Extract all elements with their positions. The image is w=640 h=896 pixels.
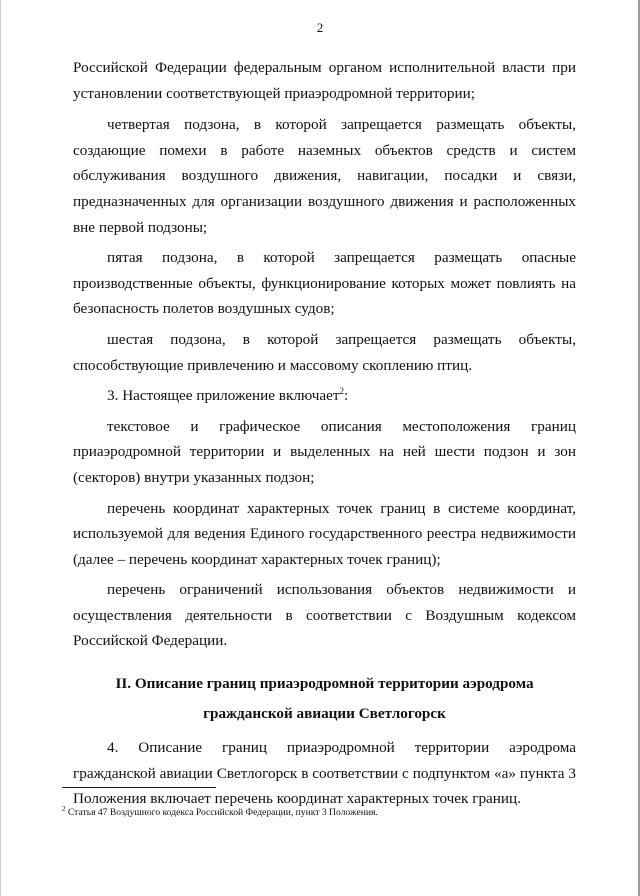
paragraph-coordinates-list: перечень координат характерных точек границ в системе координат, используемой для ведения Единого государственного реестра недвижимости (далее – перечень координат характерных точек границ); xyxy=(73,499,576,568)
paragraph-item-4: 4. Описание границ приаэродромной территории аэродрома гражданской авиации Светлогорск в соответствии с подпунктом «а» пункта 3 Положения включает перечень координат характерных точек границ. xyxy=(73,739,576,808)
page-number: 2 xyxy=(316,20,324,35)
section-heading xyxy=(73,669,576,729)
document-body xyxy=(73,55,576,812)
footnote-divider xyxy=(62,787,216,788)
footnote-number: 2 xyxy=(62,805,66,813)
footnote xyxy=(62,806,582,820)
paragraph-continuation: Российской Федерации федеральным органом исполнительной власти при установлении соответствующей приаэродромной территории; xyxy=(73,59,576,102)
paragraph-item-3-colon: : xyxy=(343,387,349,405)
paragraph-subzone-6: шестая подзона, в которой запрещается размещать объекты, способствующие привлечению и массовому скоплению птиц. xyxy=(73,330,576,374)
paragraph-item-3 xyxy=(73,383,576,409)
paragraph-description: текстовое и графическое описания местоположения границ приаэродромной территории и выделенных на ней шести подзон и зон (секторов) внутри указанных подзон; xyxy=(73,417,576,486)
footnote-text: Статья 47 Воздушного кодекса Российской Федерации, пункт 3 Положения. xyxy=(67,807,378,818)
paragraph-item-3-text: 3. Настоящее приложение включает xyxy=(107,387,340,405)
section-heading-line-1: II. Описание границ приаэродромной территории аэродрома xyxy=(115,675,534,693)
footnote-reference: 2 xyxy=(339,386,344,397)
section-heading-line-2: гражданской авиации Светлогорск xyxy=(203,705,446,723)
paragraph-restrictions-list: перечень ограничений использования объектов недвижимости и осуществления деятельности в соответствии с Воздушным кодексом Российской Федерации. xyxy=(73,581,576,650)
paragraph-subzone-4: четвертая подзона, в которой запрещается размещать объекты, создающие помехи в работе наземных объектов средств и систем обслуживания воздушного движения, навигации, посадки и связи, предназначенных для организации воздушного движения и расположенных вне первой подзоны; xyxy=(73,116,576,236)
paragraph-subzone-5: пятая подзона, в которой запрещается размещать опасные производственные объекты, функционирование которых может повлиять на безопасность полетов воздушных судов; xyxy=(73,249,576,318)
